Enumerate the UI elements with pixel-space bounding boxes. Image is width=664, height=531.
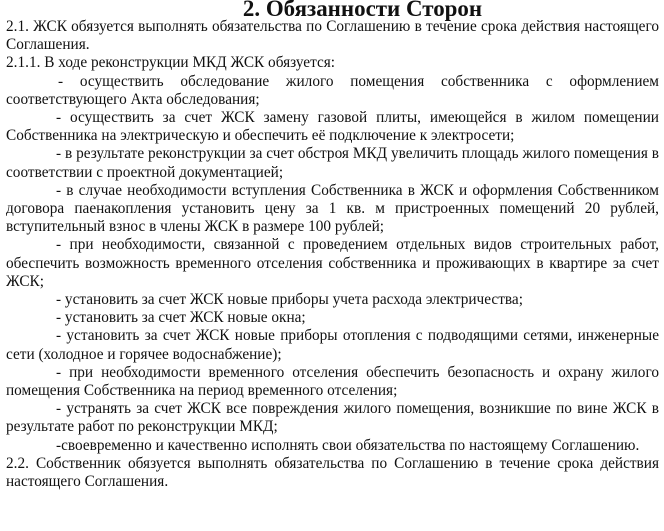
obligation-item-electric-meters: - установить за счет ЖСК новые приборы учета расхода электричества; [56, 291, 523, 309]
obligation-item-heating-utilities: - установить за счет ЖСК новые приборы отопления с подводящими сетями, инженерные сети (холодное и горячее водоснабжение); [6, 327, 659, 363]
obligation-item-area-increase: - в результате реконструкции за счет обстроя МКД увеличить площадь жилого помещения в соответствии с проектной документацией; [6, 145, 659, 181]
clause-2-2: 2.2. Собственник обязуется выполнять обязательства по Соглашению в течение срока действия настоящего Соглашения. [6, 454, 659, 491]
section-title: 2. Обязанности Сторон [242, 0, 483, 21]
obligation-item-timely-fulfillment: -своевременно и качественно исполнять свои обязательства по настоящему Соглашению. [56, 436, 640, 454]
obligation-item-membership-fees: - в случае необходимости вступления Собственника в ЖСК и оформления Собственником договора паенакопления установить цену за 1 кв. м пристроенных помещений 20 рублей, вступительный взнос в члены ЖСК в размере 100 рублей; [6, 181, 659, 236]
clause-2-1: 2.1. ЖСК обязуется выполнять обязательства по Соглашению в течение срока действия настоящего Соглашения. [6, 18, 659, 54]
obligation-item-stove-replacement: - осуществить за счет ЖСК замену газовой плиты, имеющейся в жилом помещении Собственника на электрическую и обеспечить её подключение к электросети; [6, 109, 659, 145]
obligation-item-temporary-relocation: - при необходимости, связанной с проведением отдельных видов строительных работ, обеспечить возможность временного отселения собственника и проживающих в квартире за счет ЖСК; [6, 236, 659, 290]
obligation-item-survey: - осуществить обследование жилого помещения собственника с оформлением соответствующего Акта обследования; [6, 72, 659, 108]
obligation-item-security: - при необходимости временного отселения обеспечить безопасность и охрану жилого помещения Собственника на период временного отселения; [6, 363, 659, 400]
obligation-item-damage-repair: - устранять за счет ЖСК все повреждения жилого помещения, возникшие по вине ЖСК в результате работ по реконструкции МКД; [6, 400, 659, 436]
clause-2-1-1: 2.1.1. В ходе реконструкции МКД ЖСК обязуется: [6, 54, 336, 72]
obligation-item-windows: - установить за счет ЖСК новые окна; [56, 309, 306, 327]
